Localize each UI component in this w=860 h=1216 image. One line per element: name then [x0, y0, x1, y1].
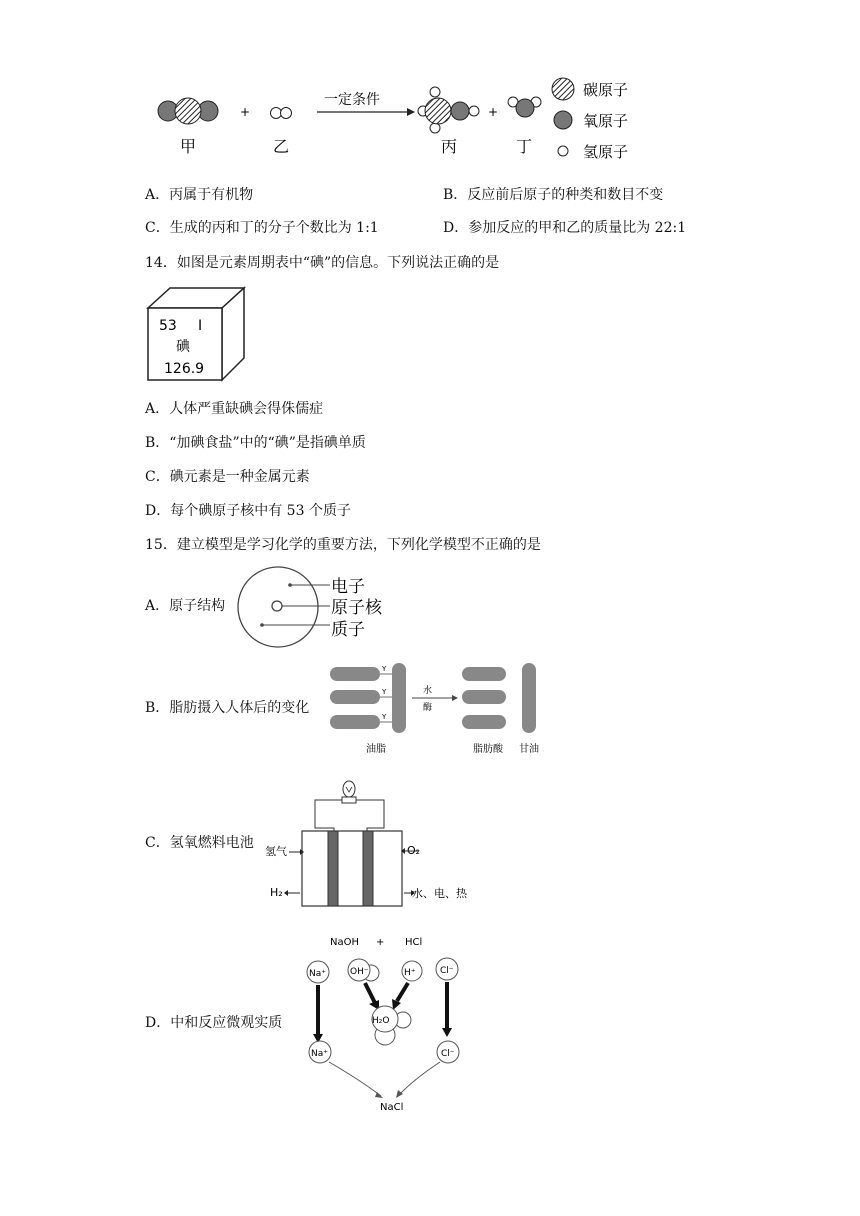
label-electron: 电子 — [331, 577, 365, 597]
label-jia: 甲 — [180, 137, 197, 156]
atom-structure-diagram — [232, 565, 392, 649]
q14-option-d: D．每个碘原子核中有 53 个质子 — [145, 503, 351, 519]
q13-option-d: D．参加反应的甲和乙的质量比为 22:1 — [443, 220, 687, 236]
atomic-mass: 126.9 — [164, 361, 205, 377]
label-products: 水、电、热 — [412, 887, 467, 900]
q14-option-b: B．“加碘食盐”中的“碘”是指碘单质 — [145, 435, 366, 451]
q14-option-a: A．人体严重缺碘会得侏儒症 — [145, 401, 324, 417]
reaction-diagram — [145, 70, 645, 165]
q13-option-a: A．丙属于有机物 — [145, 187, 254, 203]
ion-cl-2: Cl⁻ — [441, 1049, 455, 1059]
svg-text:碳原子: 碳原子 — [583, 81, 629, 99]
q15-option-b-label: B．脂肪摄入人体后的变化 — [145, 700, 310, 716]
atomic-number: 53 — [159, 318, 177, 334]
q15-option-a-label: A．原子结构 — [145, 598, 226, 614]
label-nacl: NaCl — [380, 1102, 404, 1113]
molecule-water: H₂O — [372, 1016, 390, 1026]
label-nucleus: 原子核 — [331, 598, 382, 618]
label-enzyme: 酶 — [423, 703, 433, 713]
ion-na: Na⁺ — [309, 969, 326, 979]
svg-text:Y: Y — [382, 665, 387, 673]
label-plus: + — [376, 937, 385, 948]
ion-oh: OH⁻ — [350, 967, 369, 977]
label-fat: 油脂 — [366, 744, 386, 755]
reaction-svg — [145, 70, 645, 165]
q14-stem: 14．如图是元素周期表中“碘”的信息。下列说法正确的是 — [145, 255, 500, 271]
label-proton: 质子 — [331, 620, 365, 640]
label-h2-out: H₂ — [270, 886, 283, 899]
legend — [552, 78, 628, 161]
label-hydrogen-in: 氢气 — [265, 845, 287, 858]
ion-cl: Cl⁻ — [440, 966, 454, 976]
label-fatty-acid: 脂肪酸 — [473, 744, 503, 755]
label-ding: 丁 — [516, 137, 533, 156]
plus-sign: + — [240, 105, 251, 119]
neutralization-diagram — [295, 930, 475, 1115]
element-symbol: I — [198, 318, 203, 334]
plus-sign-2: + — [488, 105, 499, 119]
q13-option-c: C．生成的丙和丁的分子个数比为 1:1 — [145, 220, 379, 236]
q14-option-c: C．碘元素是一种金属元素 — [145, 469, 310, 485]
q13-option-b: B．反应前后原子的种类和数目不变 — [443, 187, 664, 203]
svg-text:氢原子: 氢原子 — [583, 143, 629, 161]
molecule-ding — [508, 97, 541, 117]
molecule-bing — [418, 87, 479, 133]
condition-label: 一定条件 — [324, 92, 380, 108]
element-name: 碘 — [176, 339, 190, 355]
q15-stem: 15．建立模型是学习化学的重要方法，下列化学模型不正确的是 — [145, 537, 541, 553]
q15-option-c-label: C．氢氧燃料电池 — [145, 835, 254, 851]
iodine-element-card — [146, 286, 246, 382]
svg-text:氧原子: 氧原子 — [583, 112, 629, 130]
svg-text:Y: Y — [382, 713, 387, 721]
label-naoh: NaOH — [330, 937, 359, 948]
molecule-yi — [271, 108, 292, 119]
ion-h: H⁺ — [404, 968, 416, 978]
label-yi: 乙 — [273, 137, 290, 156]
fat-digestion-diagram — [326, 660, 546, 760]
label-water: 水 — [423, 686, 433, 696]
q15-option-d-label: D．中和反应微观实质 — [145, 1015, 283, 1031]
label-oxygen-in: O₂ — [407, 844, 421, 857]
label-bing: 丙 — [441, 137, 458, 156]
label-hcl: HCl — [405, 937, 423, 948]
molecule-jia — [158, 98, 218, 124]
fuel-cell-diagram — [262, 773, 472, 908]
ion-na-2: Na⁺ — [311, 1049, 328, 1059]
label-glycerol: 甘油 — [519, 744, 539, 755]
svg-text:Y: Y — [382, 688, 387, 696]
